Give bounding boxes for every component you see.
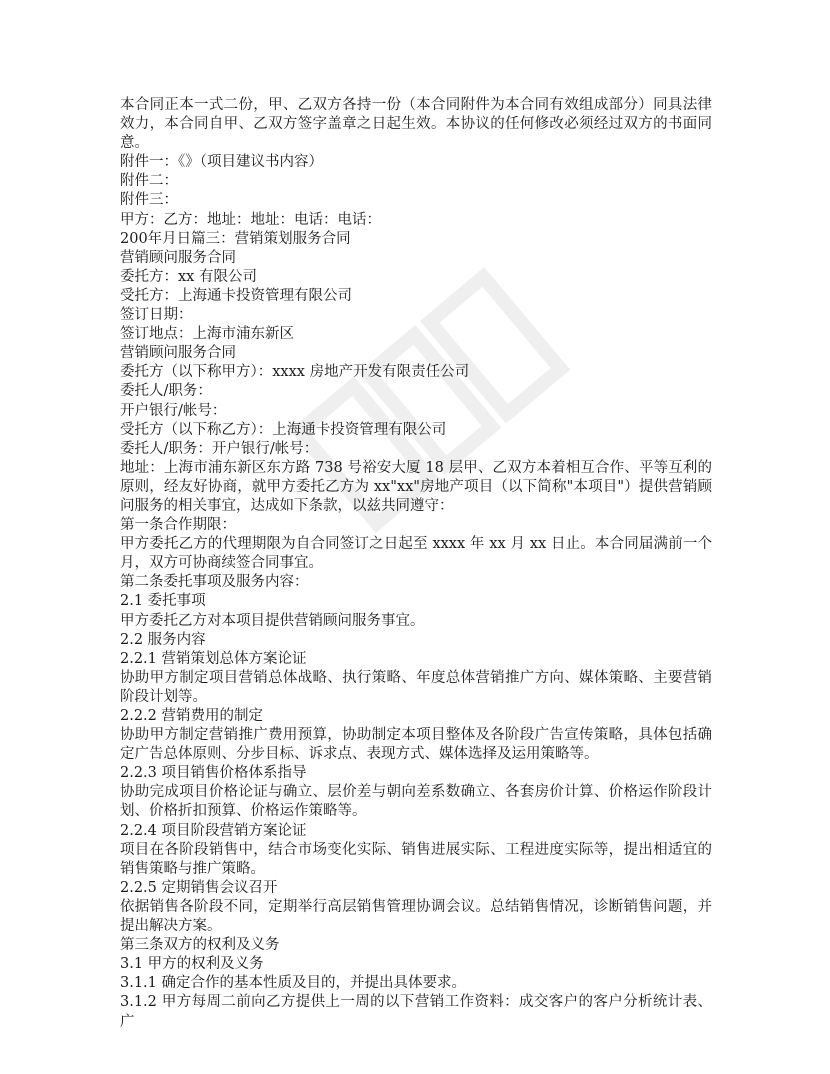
text-line: 3.1.1 确定合作的基本性质及目的，并提出具体要求。 (120, 975, 467, 992)
text-line: 2.2.5 定期销售会议召开 (120, 879, 278, 896)
text-line: 协助甲方制定营销推广费用预算，协助制定本项目整体及各阶段广告宣传策略，具体包括确定广告总体原则、分步目标、诉求点、表现方式、媒体选择及运用策略等。 (120, 727, 712, 763)
text-line: 本合同正本一式二份，甲、乙双方各持一份（本合同附件为本合同有效组成部分）同具法律效力，本合同自甲、乙双方签字盖章之日起生效。本协议的任何修改必须经过双方的书面同意。 (120, 97, 712, 152)
text-line: 2.2.3 项目销售价格体系指导 (120, 765, 307, 782)
text-line: 附件一：《》（项目建议书内容） (120, 154, 323, 171)
text-line: 3.1.2 甲方每周二前向乙方提供上一周的以下营销工作资料：成交客户的客户分析统计表、广 (120, 994, 712, 1030)
text-line: 签订地点：上海市浦东新区 (120, 326, 294, 343)
text-line: 委托方（以下称甲方）：xxxx 房地产开发有限责任公司 (120, 364, 470, 381)
text-line: 营销顾问服务合同 (120, 345, 236, 362)
text-line: 3.1 甲方的权利及义务 (120, 956, 264, 973)
text-line: 第二条委托事项及服务内容： (120, 574, 309, 591)
text-line: 开户银行/帐号： (120, 402, 227, 419)
text-line: 2.1 委托事项 (120, 593, 206, 610)
text-line: 委托方：xx 有限公司 (120, 268, 257, 285)
text-line: 2.2 服务内容 (120, 631, 206, 648)
text-line: 受托方：上海通卡投资管理有限公司 (120, 287, 352, 304)
text-line: 第一条合作期限： (120, 517, 236, 534)
text-line: 签订日期： (120, 307, 193, 324)
text-line: 地址：上海市浦东新区东方路 738 号裕安大厦 18 层甲、乙双方本着相互合作、平等互利的原则，经友好协商，就甲方委托乙方为 xx"xx"房地产项目（以下简称"本项目"）提供营销顾问服务的相关事宜，达成如下条款，以兹共同遵守： (120, 459, 712, 514)
text-line: 依据销售各阶段不同，定期举行高层销售管理协调会议。总结销售情况，诊断销售问题，并提出解决方案。 (120, 898, 712, 935)
document-body (120, 96, 712, 1032)
text-line: 200年月日篇三：营销策划服务合同 (120, 230, 351, 247)
text-line: 2.2.2 营销费用的制定 (120, 708, 264, 724)
text-line: 2.2.1 营销策划总体方案论证 (120, 650, 307, 667)
text-line: 营销顾问服务合同 (120, 249, 236, 266)
text-line: 甲方：乙方：地址：地址：电话：电话： (120, 211, 381, 228)
text-line: 附件二： (120, 173, 178, 190)
text-line: 委托人/职务：开户银行/帐号： (120, 440, 319, 457)
text-line: 甲方委托乙方的代理期限为自合同签订之日起至 xxxx 年 xx 月 xx 日止。本合同届满前一个月，双方可协商续签合同事宜。 (120, 536, 712, 572)
text-line: 委托人/职务： (120, 383, 212, 400)
text-line: 协助完成项目价格论证与确立、层价差与朝向差系数确立、各套房价计算、价格运作阶段计划、价格折扣预算、价格运作策略等。 (120, 784, 712, 820)
text-line: 甲方委托乙方对本项目提供营销顾问服务事宜。 (120, 612, 425, 629)
text-line: 附件三： (120, 192, 178, 209)
text-line: 2.2.4 项目阶段营销方案论证 (120, 822, 307, 839)
text-line: 协助甲方制定项目营销总体战略、执行策略、年度总体营销推广方向、媒体策略、主要营销阶段计划等。 (120, 669, 712, 705)
text-line: 第三条双方的权利及义务 (120, 937, 280, 954)
text-line: 受托方（以下称乙方）：上海通卡投资管理有限公司 (120, 421, 447, 438)
text-line: 项目在各阶段销售中，结合市场变化实际、销售进展实际、工程进度实际等，提出相适宜的销售策略与推广策略。 (120, 841, 712, 877)
